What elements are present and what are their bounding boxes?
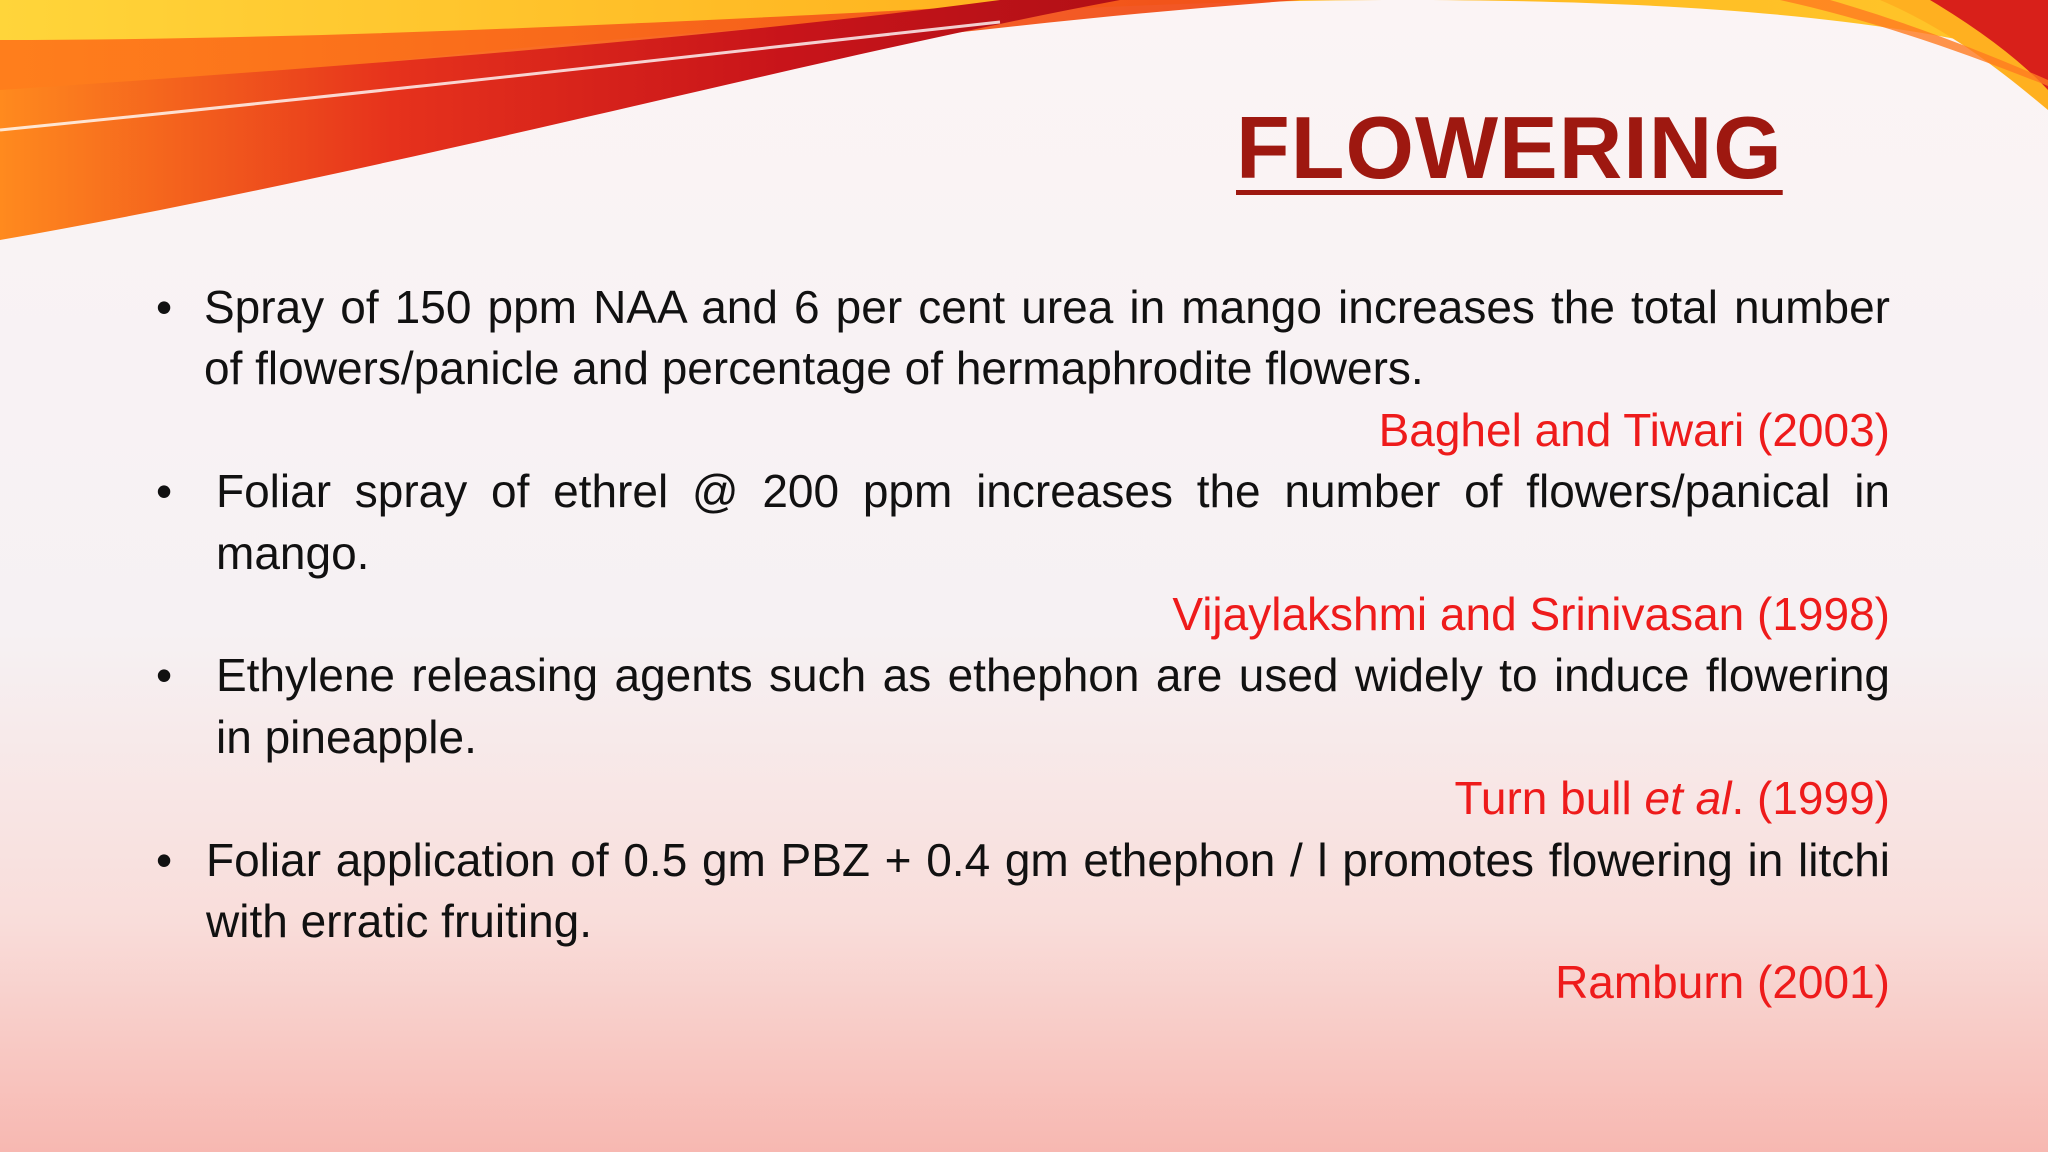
list-item-text: Foliar spray of ethrel @ 200 ppm increases the number of flowers/panical in mango. [216, 465, 1890, 579]
list-item-text: Spray of 150 ppm NAA and 6 per cent urea in mango increases the total number of flowers/panicle and percentage of hermaphrodite flowers. [204, 281, 1890, 395]
bullet-icon: • [156, 281, 173, 333]
citation-etal: et al [1644, 772, 1732, 825]
list-item [150, 830, 1890, 1014]
bullet-icon: • [156, 649, 173, 702]
bullet-list [150, 277, 1890, 1014]
citation-year: . (1999) [1731, 772, 1890, 825]
citation-author: Turn bull [1454, 772, 1632, 825]
slide-title: FLOWERING [1236, 98, 1783, 197]
citation [150, 768, 1890, 829]
citation: Baghel and Tiwari (2003) [1378, 403, 1890, 456]
list-item [150, 461, 1890, 645]
citation: Ramburn (2001) [1555, 956, 1890, 1009]
bullet-icon: • [156, 833, 173, 886]
list-item-text: Foliar application of 0.5 gm PBZ + 0.4 gm ethephon / l promotes flowering in litchi with erratic fruiting. [206, 833, 1890, 948]
list-item-text: Ethylene releasing agents such as ethephon are used widely to induce flowering in pineapple. [216, 649, 1890, 763]
list-item [150, 277, 1890, 461]
list-item [150, 645, 1890, 829]
bullet-icon: • [156, 465, 173, 518]
citation: Vijaylakshmi and Srinivasan (1998) [1172, 588, 1890, 641]
